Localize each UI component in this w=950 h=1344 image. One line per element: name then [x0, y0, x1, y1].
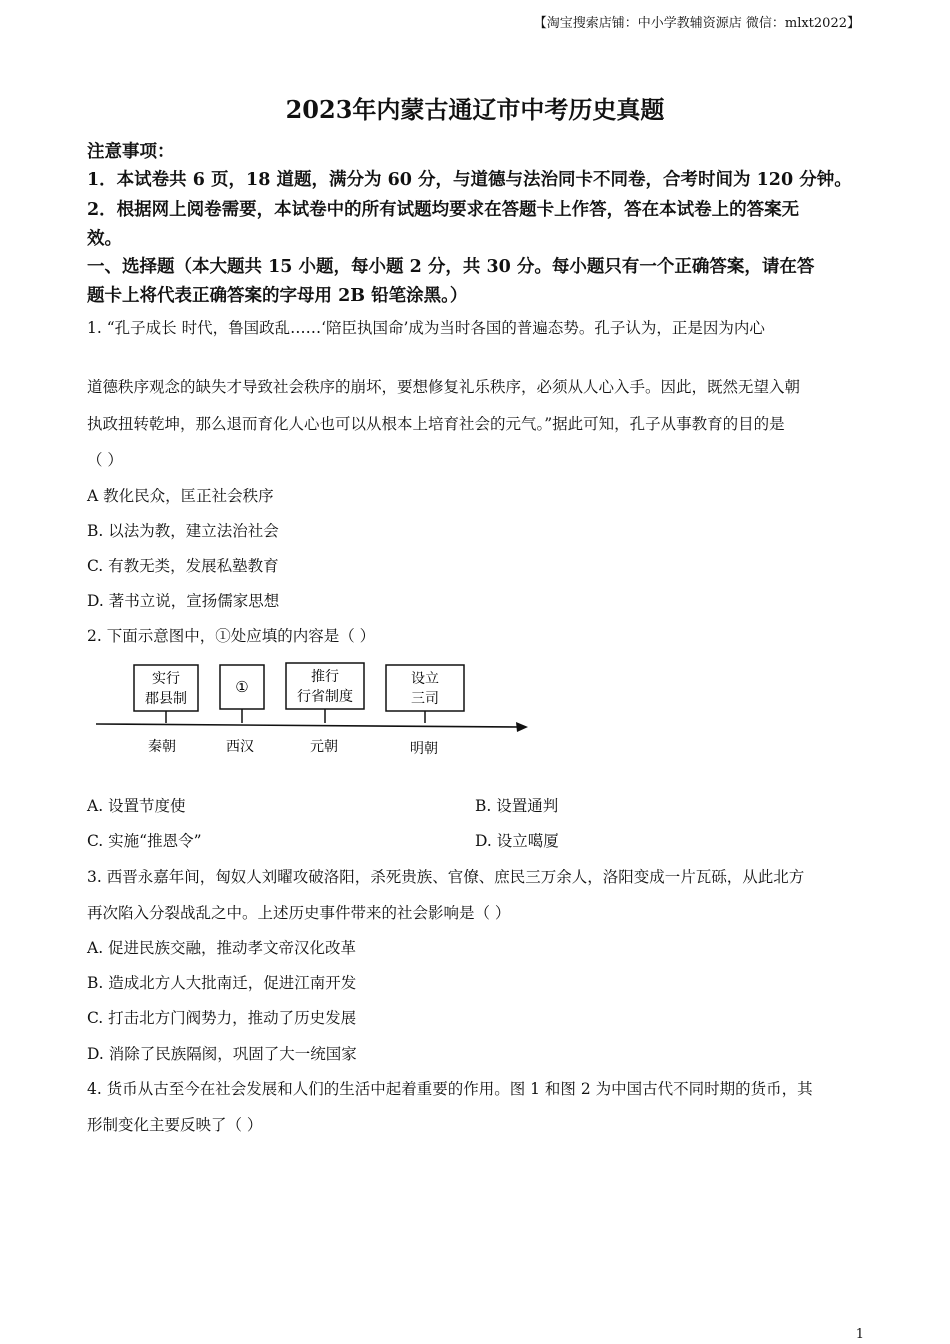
section1-heading-line1: 一、选择题（本大题共 15 小题，每小题 2 分，共 30 分。每小题只有一个正确答案，请在答	[87, 257, 815, 277]
diagram-box-xihan	[220, 665, 264, 723]
notice-item-2-line1: 2．根据网上阅卷需要，本试卷中的所有试题均要求在答题卡上作答，答在本试卷上的答案无	[87, 200, 800, 220]
page-number: 1	[855, 1327, 864, 1342]
diagram-box-ming	[386, 665, 464, 723]
q4-stem-line2: 形制变化主要反映了（ ）	[87, 1116, 263, 1134]
q2-timeline-diagram	[90, 655, 540, 765]
notice-item-1: 1．本试卷共 6 页，18 道题，满分为 60 分，与道德与法治同卡不同卷，合考时间为 120 分钟。	[87, 170, 852, 190]
q1-option-d: D. 著书立说，宣扬儒家思想	[87, 592, 280, 610]
q3-option-d: D. 消除了民族隔阂，巩固了大一统国家	[87, 1045, 357, 1063]
q1-option-c: C. 有教无类，发展私塾教育	[87, 557, 279, 575]
timeline-axis	[96, 724, 520, 727]
q3-option-c: C. 打击北方门阀势力，推动了历史发展	[87, 1009, 357, 1027]
header-watermark: 【淘宝搜索店铺：中小学教辅资源店 微信：mlxt2022】	[533, 16, 860, 31]
diagram-box-xihan-line1: ①	[235, 678, 249, 696]
diagram-box-qin	[134, 665, 198, 723]
q2-option-d: D. 设立噶厦	[475, 832, 559, 850]
diagram-label-xihan: 西汉	[226, 739, 254, 755]
q2-option-a: A. 设置节度使	[87, 797, 186, 815]
q4-stem-line1: 4. 货币从古至今在社会发展和人们的生活中起着重要的作用。图 1 和图 2 为中国古代不同时期的货币，其	[87, 1080, 813, 1098]
diagram-label-qin: 秦朝	[148, 739, 176, 755]
q1-option-a: A 教化民众，匡正社会秩序	[87, 487, 274, 505]
q3-stem-line1: 3. 西晋永嘉年间，匈奴人刘曜攻破洛阳，杀死贵族、官僚、庶民三万余人，洛阳变成一片瓦砾，从此北方	[87, 868, 805, 886]
q3-option-a: A. 促进民族交融，推动孝文帝汉化改革	[87, 939, 357, 957]
page-title: 2023年内蒙古通辽市中考历史真题	[285, 95, 665, 124]
q1-stem-line2: 道德秩序观念的缺失才导致社会秩序的崩坏，要想修复礼乐秩序，必须从人心入手。因此，既然无望入朝	[87, 378, 801, 396]
diagram-box-qin-line2: 郡县制	[145, 691, 187, 707]
q1-stem-line1: 1. “孔子成长 时代，鲁国政乱……‘陪臣执国命’成为当时各国的普遍态势。孔子认为，正是因为内心	[87, 319, 765, 337]
q2-option-c: C. 实施“推恩令”	[87, 832, 202, 850]
q1-stem-line3: 执政扭转乾坤，那么退而育化人心也可以从根本上培育社会的元气。”据此可知，孔子从事教育的目的是	[87, 415, 785, 433]
q2-option-b: B. 设置通判	[475, 797, 559, 815]
notice-heading: 注意事项：	[87, 142, 175, 162]
diagram-label-yuan: 元朝	[310, 739, 338, 755]
q1-stem-line4: （ ）	[87, 451, 123, 469]
q3-option-b: B. 造成北方人大批南迁，促进江南开发	[87, 974, 357, 992]
diagram-box-ming-line2: 三司	[411, 691, 439, 707]
section1-heading-line2: 题卡上将代表正确答案的字母用 2B 铅笔涂黑。）	[87, 286, 468, 306]
timeline-arrow-icon	[516, 722, 528, 732]
diagram-box-qin-line1: 实行	[152, 671, 180, 687]
q2-stem: 2. 下面示意图中，①处应填的内容是（ ）	[87, 627, 376, 645]
diagram-box-yuan-line1: 推行	[311, 669, 339, 685]
diagram-box-ming-line1: 设立	[411, 671, 439, 687]
diagram-box-yuan	[286, 663, 364, 723]
notice-item-2-line2: 效。	[87, 229, 122, 249]
q1-option-b: B. 以法为教，建立法治社会	[87, 522, 279, 540]
q3-stem-line2: 再次陷入分裂战乱之中。上述历史事件带来的社会影响是（ ）	[87, 904, 511, 922]
diagram-label-ming: 明朝	[410, 741, 438, 757]
diagram-box-yuan-line2: 行省制度	[297, 689, 353, 705]
